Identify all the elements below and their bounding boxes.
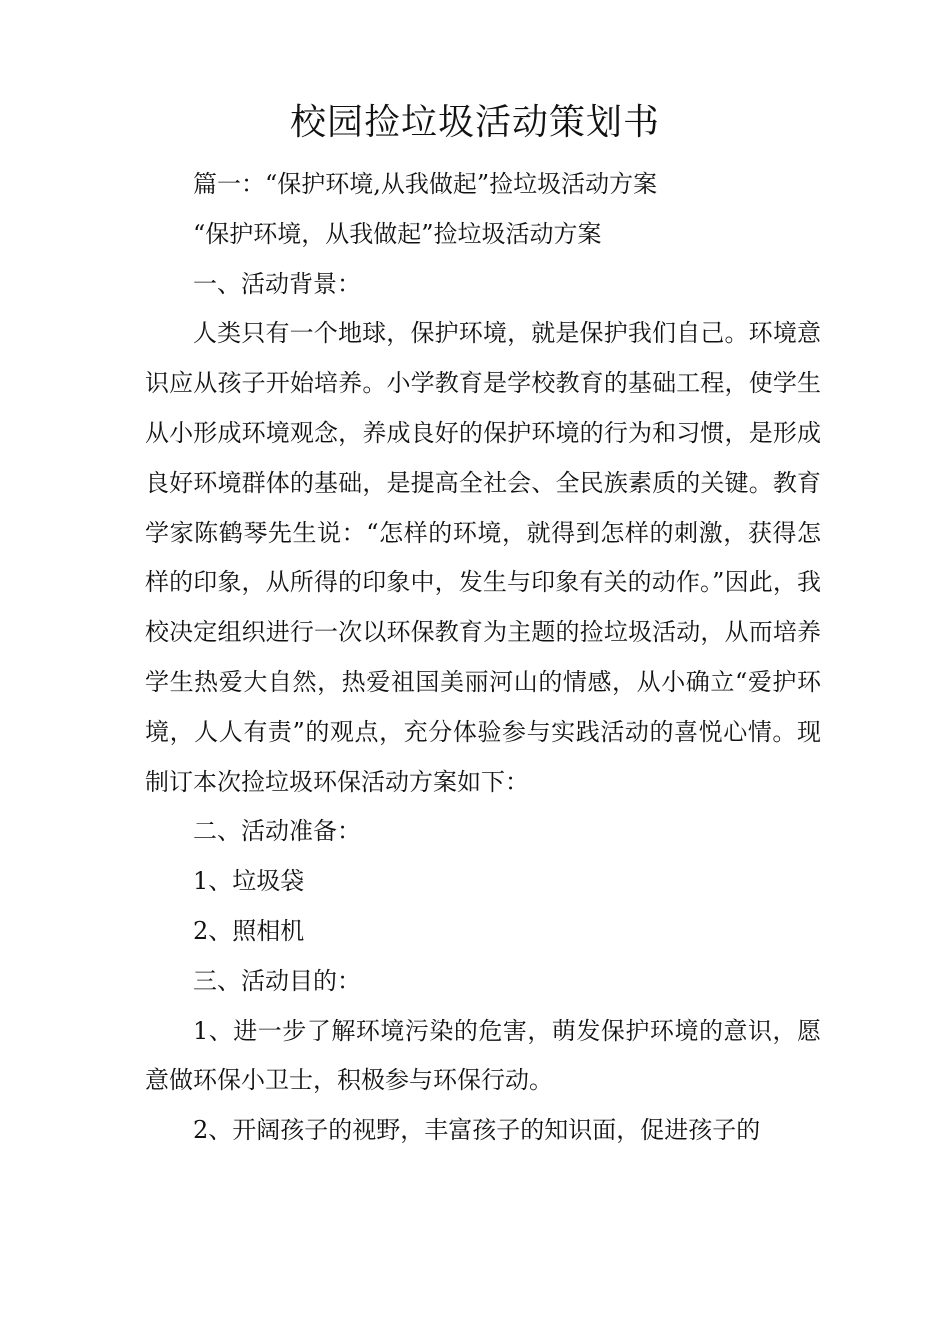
- plan-heading: “保护环境，从我做起”捡垃圾活动方案: [193, 219, 602, 248]
- section-heading-background: 一、活动背景：: [193, 269, 361, 298]
- list-item-garbage-bag: 1、垃圾袋: [193, 867, 305, 896]
- background-paragraph: 人类只有一个地球，保护环境，就是保护我们自己。环境意识应从孩子开始培养。小学教育是学校教育的基础工程，使学生从小形成环境观念，养成良好的保护环境的行为和习惯，是形成良好环境群体的基础，是提高全社会、全民族素质的关键。教育学家陈鹤琴先生说：“怎样的环境，就得到怎样的刺激，获得怎样的印象，从所得的印象中，发生与印象有关的动作。”因此，我校决定组织进行一次以环保教育为主题的捡垃圾活动，从而培养学生热爱大自然，热爱祖国美丽河山的情感，从小确立“爱护环境，人人有责”的观点，充分体验参与实践活动的喜悦心情。现制订本次捡垃圾环保活动方案如下：: [145, 319, 821, 796]
- section-heading-part-one: 篇一：“保护环境,从我做起”捡垃圾活动方案: [193, 170, 658, 198]
- document-body: [145, 160, 821, 1156]
- section-heading-purpose: 三、活动目的：: [193, 966, 361, 995]
- document-title: 校园捡垃圾活动策划书: [289, 102, 660, 143]
- purpose-item-2: 2、开阔孩子的视野，丰富孩子的知识面，促进孩子的: [193, 1116, 761, 1145]
- section-heading-preparation: 二、活动准备：: [193, 817, 361, 846]
- purpose-item-1: 1、进一步了解环境污染的危害，萌发保护环境的意识，愿意做环保小卫士，积极参与环保行动。: [145, 1016, 821, 1095]
- list-item-camera: 2、照相机: [193, 916, 305, 945]
